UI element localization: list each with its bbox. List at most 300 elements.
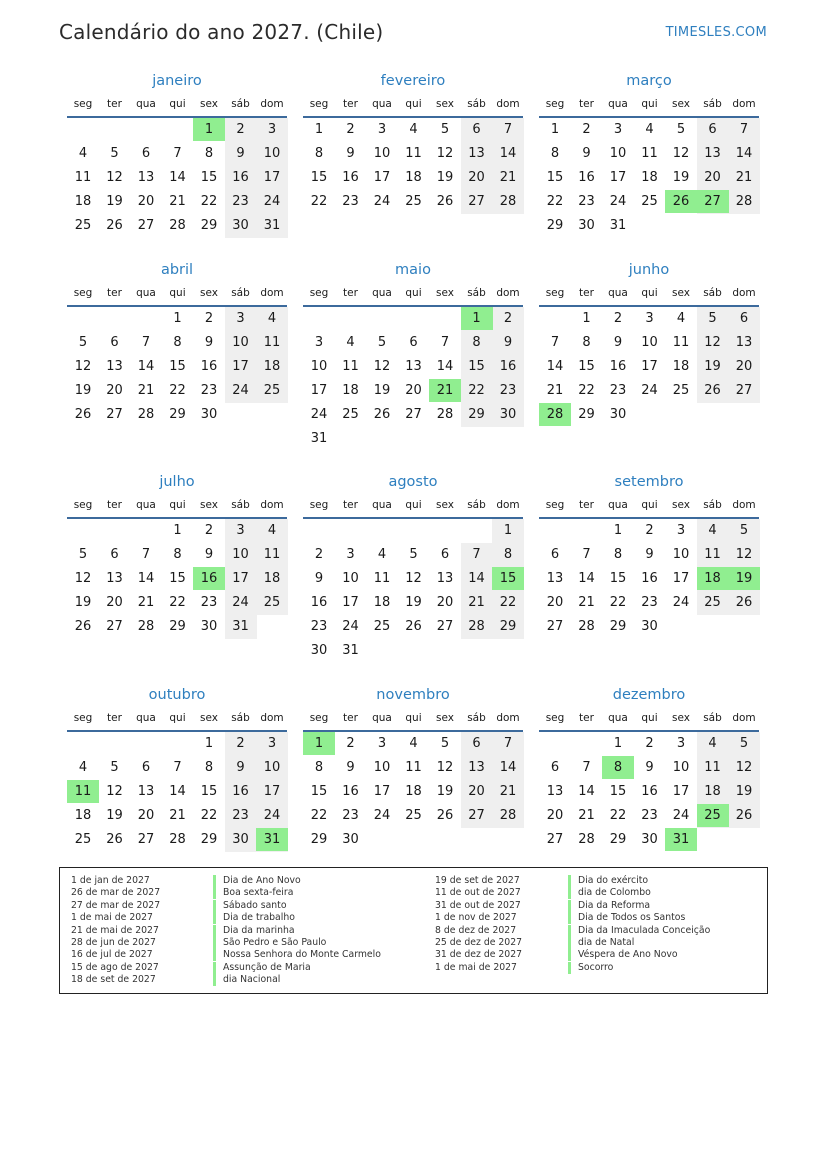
- legend-holiday-name: Dia da Reforma: [568, 900, 650, 912]
- calendar-day: 6: [141, 146, 151, 161]
- calendar-day: 13: [106, 359, 123, 374]
- calendar-day: 4: [267, 311, 277, 326]
- calendar-day: 21: [468, 595, 485, 610]
- calendar-day: 1: [314, 122, 324, 137]
- calendar-day: 24: [373, 808, 391, 823]
- calendar-day: 9: [346, 146, 355, 161]
- calendar-day: 15: [468, 359, 485, 374]
- month-title: dezembro: [612, 687, 686, 703]
- calendar-day: 17: [672, 784, 690, 799]
- calendar-day: 9: [204, 335, 214, 350]
- legend-date: 26 de mar de 2027: [71, 887, 161, 899]
- holiday-day: 16: [193, 567, 225, 590]
- calendar-day: 20: [405, 383, 422, 398]
- calendar-day: 28: [578, 619, 595, 634]
- holiday-day: 1: [193, 118, 225, 141]
- weekday-label: qui: [641, 98, 658, 110]
- calendar-day: 28: [468, 619, 485, 634]
- legend-date: 31 de dez de 2027: [435, 949, 523, 961]
- calendar-day: 16: [499, 359, 517, 374]
- calendar-day: 11: [641, 146, 658, 161]
- calendar-day: 22: [200, 194, 218, 209]
- calendar-day: 14: [499, 146, 517, 161]
- calendar-day: 27: [436, 619, 454, 634]
- calendar-day: 23: [609, 383, 627, 398]
- calendar-day: 25: [373, 619, 391, 634]
- calendar-day: 18: [263, 571, 281, 586]
- calendar-day: 7: [503, 122, 513, 137]
- calendar-day: 2: [613, 311, 623, 326]
- calendar-day: 31: [310, 431, 328, 446]
- calendar-day: 7: [141, 547, 151, 562]
- calendar-day: 1: [550, 122, 560, 137]
- holiday-day: 1: [303, 732, 335, 755]
- calendar-day: 27: [468, 194, 485, 209]
- calendar-day: 25: [74, 218, 92, 233]
- calendar-day: 12: [106, 170, 123, 185]
- month-title: outubro: [148, 687, 206, 703]
- legend-date: 1 de jan de 2027: [71, 875, 150, 886]
- calendar-day: 20: [468, 784, 485, 799]
- calendar-day: 20: [137, 808, 155, 823]
- calendar-day: 27: [137, 218, 155, 233]
- calendar-day: 21: [735, 170, 753, 185]
- calendar-day: 23: [200, 595, 218, 610]
- calendar-day: 8: [613, 547, 623, 562]
- calendar-day: 21: [137, 595, 155, 610]
- weekday-label: qua: [136, 287, 156, 299]
- calendar-day: 13: [468, 760, 485, 775]
- calendar-day: 5: [708, 311, 717, 326]
- calendar-day: 18: [373, 595, 391, 610]
- calendar-day: 11: [373, 571, 391, 586]
- calendar-day: 4: [645, 122, 654, 137]
- weekday-label: ter: [343, 98, 358, 110]
- calendar-day: 28: [735, 194, 753, 209]
- calendar-day: 10: [641, 335, 658, 350]
- calendar-day: 2: [503, 311, 513, 326]
- legend-date: 25 de dez de 2027: [435, 937, 523, 948]
- calendar-day: 23: [232, 194, 249, 209]
- weekday-header: [539, 98, 759, 112]
- calendar-day: 8: [204, 146, 214, 161]
- calendar-day: 29: [546, 218, 564, 233]
- calendar-day: 14: [735, 146, 753, 161]
- calendar-day: 11: [263, 335, 281, 350]
- weekday-label: dom: [496, 98, 520, 110]
- calendar-day: 8: [550, 146, 560, 161]
- calendar-day: 28: [169, 218, 186, 233]
- weekday-label: ter: [579, 712, 594, 724]
- calendar-day: 26: [735, 595, 753, 610]
- weekday-label: sex: [672, 98, 690, 110]
- calendar-day: 24: [310, 407, 328, 422]
- calendar-day: 26: [405, 619, 422, 634]
- legend-date: 8 de dez de 2027: [435, 924, 517, 936]
- calendar-day: 31: [232, 619, 249, 634]
- calendar-day: 12: [405, 571, 422, 586]
- month-title: fevereiro: [380, 73, 446, 89]
- calendar-day: 19: [405, 595, 422, 610]
- calendar-day: 11: [704, 547, 721, 562]
- calendar-day: 5: [110, 760, 119, 775]
- calendar-day: 24: [342, 619, 359, 634]
- calendar-day: 8: [173, 335, 182, 350]
- calendar-day: 23: [641, 595, 658, 610]
- calendar-day: 10: [342, 571, 359, 586]
- calendar-day: 14: [578, 784, 595, 799]
- calendar-day: 20: [546, 808, 564, 823]
- calendar-day: 13: [704, 146, 721, 161]
- calendar-day: 10: [232, 335, 249, 350]
- calendar-day: 26: [74, 407, 92, 422]
- weekday-label: seg: [309, 287, 329, 299]
- calendar-day: 17: [641, 359, 658, 374]
- calendar-day: 30: [641, 832, 658, 847]
- calendar-day: 16: [342, 784, 359, 799]
- calendar-day: 19: [672, 170, 690, 185]
- weekday-label: seg: [73, 98, 93, 110]
- calendar-day: 26: [106, 218, 123, 233]
- calendar-day: 28: [169, 832, 186, 847]
- calendar-day: 25: [263, 595, 281, 610]
- calendar-day: 5: [377, 335, 387, 350]
- weekday-header: [67, 287, 287, 301]
- calendar-day: 25: [405, 808, 422, 823]
- calendar-day: 26: [436, 808, 454, 823]
- legend-date: 27 de mar de 2027: [71, 899, 161, 911]
- weekday-label: sex: [200, 287, 218, 299]
- calendar-day: 30: [499, 407, 517, 422]
- legend-holiday-name: Dia de Ano Novo: [213, 875, 301, 887]
- calendar-day: 30: [232, 218, 249, 233]
- calendar-day: 8: [503, 547, 513, 562]
- calendar-day: 10: [263, 146, 281, 161]
- calendar-day: 22: [310, 194, 328, 209]
- calendar-day: 12: [74, 359, 92, 374]
- weekday-label: qua: [608, 287, 628, 299]
- weekday-label: qui: [169, 287, 186, 299]
- calendar-day: 24: [232, 383, 249, 398]
- calendar-day: 20: [704, 170, 721, 185]
- calendar-day: 2: [346, 122, 355, 137]
- calendar-day: 30: [232, 832, 249, 847]
- calendar-day: 3: [377, 736, 387, 751]
- legend-date: 31 de out de 2027: [435, 899, 521, 911]
- calendar-day: 5: [78, 547, 88, 562]
- calendar-day: 5: [110, 146, 119, 161]
- weekday-label: ter: [343, 712, 358, 724]
- calendar-day: 18: [704, 784, 721, 799]
- legend-holiday-name: Véspera de Ano Novo: [568, 949, 678, 961]
- month-title: julho: [159, 474, 195, 490]
- weekday-label: qua: [608, 712, 628, 724]
- calendar-day: 26: [373, 407, 391, 422]
- calendar-day: 26: [436, 194, 454, 209]
- calendar-day: 3: [613, 122, 623, 137]
- month-title: março: [626, 73, 672, 89]
- weekday-label: dom: [732, 287, 756, 299]
- calendar-day: 24: [232, 595, 249, 610]
- calendar-day: 6: [110, 335, 119, 350]
- calendar-day: 29: [200, 218, 218, 233]
- legend-holiday-name: Dia da marinha: [213, 925, 295, 937]
- calendar-day: 4: [78, 146, 88, 161]
- calendar-day: 5: [440, 736, 450, 751]
- legend-holiday-name: dia Nacional: [213, 974, 280, 986]
- month-title: agosto: [388, 474, 438, 490]
- holiday-day: 31: [665, 828, 697, 851]
- calendar-day: 30: [578, 218, 595, 233]
- calendar-day: 23: [641, 808, 658, 823]
- calendar-day: 4: [676, 311, 686, 326]
- calendar-day: 22: [609, 808, 627, 823]
- weekday-label: qua: [608, 98, 628, 110]
- calendar-day: 4: [267, 523, 277, 538]
- legend-date: 16 de jul de 2027: [71, 949, 153, 961]
- page-title: Calendário do ano 2027. (Chile): [59, 20, 384, 44]
- calendar-day: 23: [578, 194, 595, 209]
- calendar-day: 12: [672, 146, 690, 161]
- weekday-label: qui: [169, 499, 186, 511]
- legend-holiday-name: São Pedro e São Paulo: [213, 937, 326, 949]
- calendar-day: 2: [346, 736, 355, 751]
- calendar-day: 15: [609, 784, 627, 799]
- calendar-day: 25: [342, 407, 359, 422]
- calendar-day: 2: [582, 122, 591, 137]
- calendar-day: 1: [582, 311, 591, 326]
- calendar-day: 28: [578, 832, 595, 847]
- calendar-day: 26: [74, 619, 92, 634]
- weekday-label: dom: [260, 98, 284, 110]
- weekday-label: sáb: [467, 287, 486, 299]
- weekday-label: sáb: [703, 98, 722, 110]
- calendar-day: 9: [236, 760, 245, 775]
- calendar-day: 30: [609, 407, 627, 422]
- weekday-header: [539, 712, 759, 726]
- weekday-label: sex: [672, 712, 690, 724]
- calendar-day: 19: [106, 808, 123, 823]
- weekday-label: sáb: [467, 712, 486, 724]
- calendar-day: 14: [169, 170, 186, 185]
- calendar-day: 28: [436, 407, 454, 422]
- weekday-label: sex: [200, 499, 218, 511]
- calendar-day: 31: [342, 643, 359, 658]
- calendar-day: 5: [440, 122, 450, 137]
- calendar-day: 22: [499, 595, 517, 610]
- calendar-day: 6: [550, 547, 560, 562]
- calendar-day: 27: [546, 619, 564, 634]
- holiday-day: 28: [539, 403, 571, 426]
- calendar-day: 19: [436, 784, 454, 799]
- calendar-day: 4: [409, 736, 418, 751]
- calendar-day: 21: [499, 170, 517, 185]
- calendar-day: 29: [609, 619, 627, 634]
- weekday-label: qui: [641, 287, 658, 299]
- calendar-day: 17: [373, 170, 391, 185]
- calendar-day: 24: [609, 194, 627, 209]
- calendar-day: 17: [342, 595, 359, 610]
- calendar-day: 4: [78, 760, 88, 775]
- calendar-day: 6: [141, 760, 151, 775]
- legend-holiday-name: Dia da Imaculada Conceição: [568, 925, 710, 937]
- calendar-day: 1: [613, 736, 623, 751]
- calendar-day: 2: [236, 736, 245, 751]
- calendar-day: 16: [641, 571, 658, 586]
- calendar-day: 10: [232, 547, 249, 562]
- calendar-day: 5: [739, 736, 749, 751]
- legend-holiday-name: dia de Natal: [568, 937, 634, 949]
- weekday-label: seg: [73, 287, 93, 299]
- weekday-label: sex: [672, 499, 690, 511]
- calendar-day: 15: [169, 571, 186, 586]
- weekday-label: dom: [496, 499, 520, 511]
- calendar-day: 7: [550, 335, 560, 350]
- calendar-day: 8: [173, 547, 182, 562]
- calendar-day: 10: [672, 760, 690, 775]
- weekday-label: ter: [579, 287, 594, 299]
- calendar-day: 2: [645, 736, 654, 751]
- calendar-day: 22: [169, 383, 186, 398]
- calendar-day: 3: [314, 335, 324, 350]
- calendar-day: 14: [137, 571, 155, 586]
- calendar-day: 14: [436, 359, 454, 374]
- calendar-day: 11: [405, 760, 422, 775]
- holiday-day: 1: [461, 307, 493, 330]
- calendar-day: 30: [342, 832, 359, 847]
- calendar-day: 18: [263, 359, 281, 374]
- calendar-day: 28: [499, 808, 517, 823]
- legend-date: 21 de mai de 2027: [71, 924, 159, 936]
- calendar-day: 16: [232, 170, 249, 185]
- legend-holiday-name: Dia de trabalho: [213, 912, 295, 924]
- weekday-header: [539, 287, 759, 301]
- weekday-label: qui: [405, 499, 422, 511]
- calendar-day: 24: [641, 383, 658, 398]
- holiday-day: 15: [492, 567, 524, 590]
- weekday-label: qua: [372, 98, 392, 110]
- weekday-label: qua: [136, 499, 156, 511]
- calendar-day: 12: [704, 335, 721, 350]
- weekday-label: seg: [545, 287, 565, 299]
- calendar-day: 23: [342, 808, 359, 823]
- calendar-day: 18: [405, 784, 422, 799]
- weekday-label: seg: [545, 712, 565, 724]
- calendar-day: 13: [436, 571, 454, 586]
- calendar-day: 11: [263, 547, 281, 562]
- calendar-day: 24: [373, 194, 391, 209]
- legend-date: 1 de mai de 2027: [435, 961, 517, 973]
- weekday-label: qua: [136, 712, 156, 724]
- holiday-day: 19: [728, 567, 760, 590]
- calendar-day: 2: [204, 311, 214, 326]
- calendar-day: 17: [232, 359, 249, 374]
- calendar-day: 6: [739, 311, 749, 326]
- weekday-label: seg: [73, 712, 93, 724]
- calendar-day: 16: [641, 784, 658, 799]
- calendar-day: 9: [346, 760, 355, 775]
- weekday-label: qui: [641, 499, 658, 511]
- calendar-day: 6: [550, 760, 560, 775]
- weekday-label: dom: [732, 98, 756, 110]
- calendar-day: 12: [74, 571, 92, 586]
- calendar-day: 14: [578, 571, 595, 586]
- calendar-day: 17: [263, 170, 281, 185]
- calendar-day: 15: [200, 170, 218, 185]
- weekday-label: sex: [200, 98, 218, 110]
- weekday-label: qua: [136, 98, 156, 110]
- calendar-day: 4: [708, 736, 717, 751]
- calendar-day: 11: [74, 170, 92, 185]
- legend-holiday-name: Dia do exército: [568, 875, 648, 887]
- calendar-day: 31: [609, 218, 627, 233]
- calendar-day: 22: [169, 595, 186, 610]
- calendar-day: 2: [645, 523, 654, 538]
- calendar-day: 7: [503, 736, 513, 751]
- weekday-label: dom: [732, 499, 756, 511]
- calendar-day: 26: [704, 383, 721, 398]
- calendar-day: 9: [613, 335, 623, 350]
- holiday-legend: [59, 867, 768, 994]
- calendar-day: 7: [173, 760, 182, 775]
- calendar-day: 8: [204, 760, 214, 775]
- calendar-day: 1: [503, 523, 513, 538]
- calendar-day: 2: [236, 122, 245, 137]
- weekday-label: sex: [436, 712, 454, 724]
- calendar-day: 12: [735, 760, 753, 775]
- calendar-day: 6: [472, 736, 481, 751]
- calendar-day: 27: [106, 619, 123, 634]
- calendar-day: 8: [472, 335, 481, 350]
- calendar-day: 14: [137, 359, 155, 374]
- weekday-label: qua: [372, 499, 392, 511]
- calendar-day: 14: [499, 760, 517, 775]
- weekday-header: [67, 499, 287, 513]
- calendar-day: 11: [704, 760, 721, 775]
- calendar-day: 8: [582, 335, 591, 350]
- calendar-day: 11: [405, 146, 422, 161]
- weekday-label: sex: [672, 287, 690, 299]
- calendar-day: 29: [499, 619, 517, 634]
- calendar-day: 27: [468, 808, 485, 823]
- calendar-day: 22: [609, 595, 627, 610]
- calendar-day: 5: [739, 523, 749, 538]
- legend-date: 1 de mai de 2027: [71, 912, 153, 924]
- calendar-day: 21: [137, 383, 155, 398]
- calendar-day: 17: [310, 383, 328, 398]
- holiday-day: 8: [602, 756, 634, 779]
- calendar-day: 16: [310, 595, 328, 610]
- calendar-day: 14: [468, 571, 485, 586]
- weekday-label: ter: [107, 499, 122, 511]
- holiday-day: 11: [67, 780, 99, 803]
- calendar-day: 9: [314, 571, 324, 586]
- calendar-day: 28: [137, 407, 155, 422]
- calendar-day: 22: [546, 194, 564, 209]
- calendar-day: 15: [609, 571, 627, 586]
- calendar-day: 25: [405, 194, 422, 209]
- weekday-label: dom: [732, 712, 756, 724]
- brand-link[interactable]: TIMESLES.COM: [665, 25, 767, 40]
- legend-holiday-name: Boa sexta-feira: [213, 887, 293, 899]
- calendar-day: 6: [440, 547, 450, 562]
- holiday-day: 25: [697, 804, 729, 827]
- calendar-day: 2: [204, 523, 214, 538]
- calendar-day: 9: [204, 547, 214, 562]
- weekday-label: dom: [496, 712, 520, 724]
- calendar-day: 12: [373, 359, 391, 374]
- calendar-day: 18: [74, 194, 92, 209]
